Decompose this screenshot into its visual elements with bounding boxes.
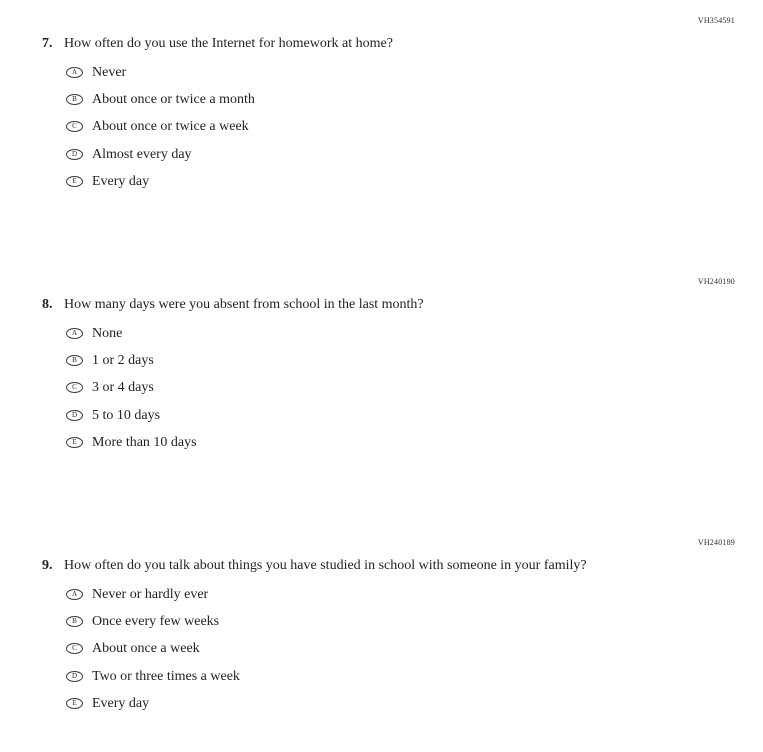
option-label: About once a week	[92, 641, 200, 657]
bubble-letter: B	[72, 617, 77, 626]
option-label: Never or hardly ever	[92, 587, 209, 603]
option-label: Every day	[92, 173, 150, 189]
option-label: Never	[92, 65, 127, 81]
bubble-letter: C	[72, 122, 77, 131]
option-row	[42, 608, 735, 635]
option-row	[42, 402, 735, 429]
question-line	[42, 557, 735, 574]
option-label: About once or twice a week	[92, 119, 249, 135]
bubble-letter: A	[71, 68, 78, 77]
option-row	[42, 168, 735, 195]
bubble-letter: B	[72, 356, 77, 365]
bubble-letter: E	[72, 437, 77, 446]
option-row	[42, 635, 735, 662]
option-row	[42, 113, 735, 140]
question-text: How often do you use the Internet for homework at home?	[64, 36, 393, 51]
bubble-letter: D	[71, 149, 78, 158]
bubble-letter: E	[72, 176, 77, 185]
option-row	[42, 141, 735, 168]
option-row	[42, 663, 735, 690]
option-label: Every day	[92, 695, 150, 711]
option-label: About once or twice a month	[92, 92, 255, 108]
option-row	[42, 347, 735, 374]
answer-bubble-c[interactable]	[66, 643, 83, 654]
bubble-letter: B	[72, 95, 77, 104]
answer-bubble-b[interactable]	[66, 94, 83, 105]
question-number: 7.	[42, 36, 53, 51]
accession-code: VH354591	[697, 16, 735, 25]
option-label: None	[92, 326, 123, 342]
option-row	[42, 86, 735, 113]
answer-bubble-e[interactable]	[66, 437, 83, 448]
option-label: Two or three times a week	[92, 668, 240, 684]
option-row	[42, 429, 735, 456]
answer-bubble-d[interactable]	[66, 410, 83, 421]
option-label: Almost every day	[92, 146, 192, 162]
answer-bubble-e[interactable]	[66, 698, 83, 709]
question-block-7	[42, 16, 735, 195]
option-label: 1 or 2 days	[92, 353, 154, 369]
bubble-letter: C	[72, 644, 77, 653]
answer-bubble-d[interactable]	[66, 149, 83, 160]
option-label: 3 or 4 days	[92, 380, 154, 396]
question-text: How many days were you absent from school in the last month?	[64, 297, 424, 312]
question-block-9	[42, 538, 735, 717]
answer-bubble-c[interactable]	[66, 382, 83, 393]
answer-bubble-b[interactable]	[66, 616, 83, 627]
option-label: More than 10 days	[92, 434, 197, 450]
accession-code: VH240190	[697, 277, 735, 286]
question-line	[42, 35, 735, 52]
answer-bubble-a[interactable]	[66, 328, 83, 339]
accession-code: VH240189	[697, 538, 735, 547]
option-label: Once every few weeks	[92, 614, 220, 630]
question-number: 8.	[42, 297, 53, 312]
options-list	[42, 581, 735, 717]
bubble-letter: C	[72, 383, 77, 392]
bubble-letter: A	[71, 329, 78, 338]
answer-bubble-b[interactable]	[66, 355, 83, 366]
question-line	[42, 296, 735, 313]
answer-bubble-a[interactable]	[66, 67, 83, 78]
bubble-letter: A	[71, 590, 78, 599]
question-text: How often do you talk about things you have studied in school with someone in your family?	[64, 558, 587, 573]
bubble-letter: E	[72, 698, 77, 707]
option-row	[42, 690, 735, 717]
option-label: 5 to 10 days	[92, 407, 161, 423]
answer-bubble-c[interactable]	[66, 121, 83, 132]
option-row	[42, 59, 735, 86]
answer-bubble-d[interactable]	[66, 671, 83, 682]
option-row	[42, 374, 735, 401]
question-block-8	[42, 277, 735, 456]
bubble-letter: D	[71, 410, 78, 419]
options-list	[42, 59, 735, 195]
bubble-letter: D	[71, 671, 78, 680]
question-number: 9.	[42, 558, 53, 573]
answer-bubble-a[interactable]	[66, 589, 83, 600]
answer-bubble-e[interactable]	[66, 176, 83, 187]
options-list	[42, 320, 735, 456]
option-row	[42, 320, 735, 347]
option-row	[42, 581, 735, 608]
